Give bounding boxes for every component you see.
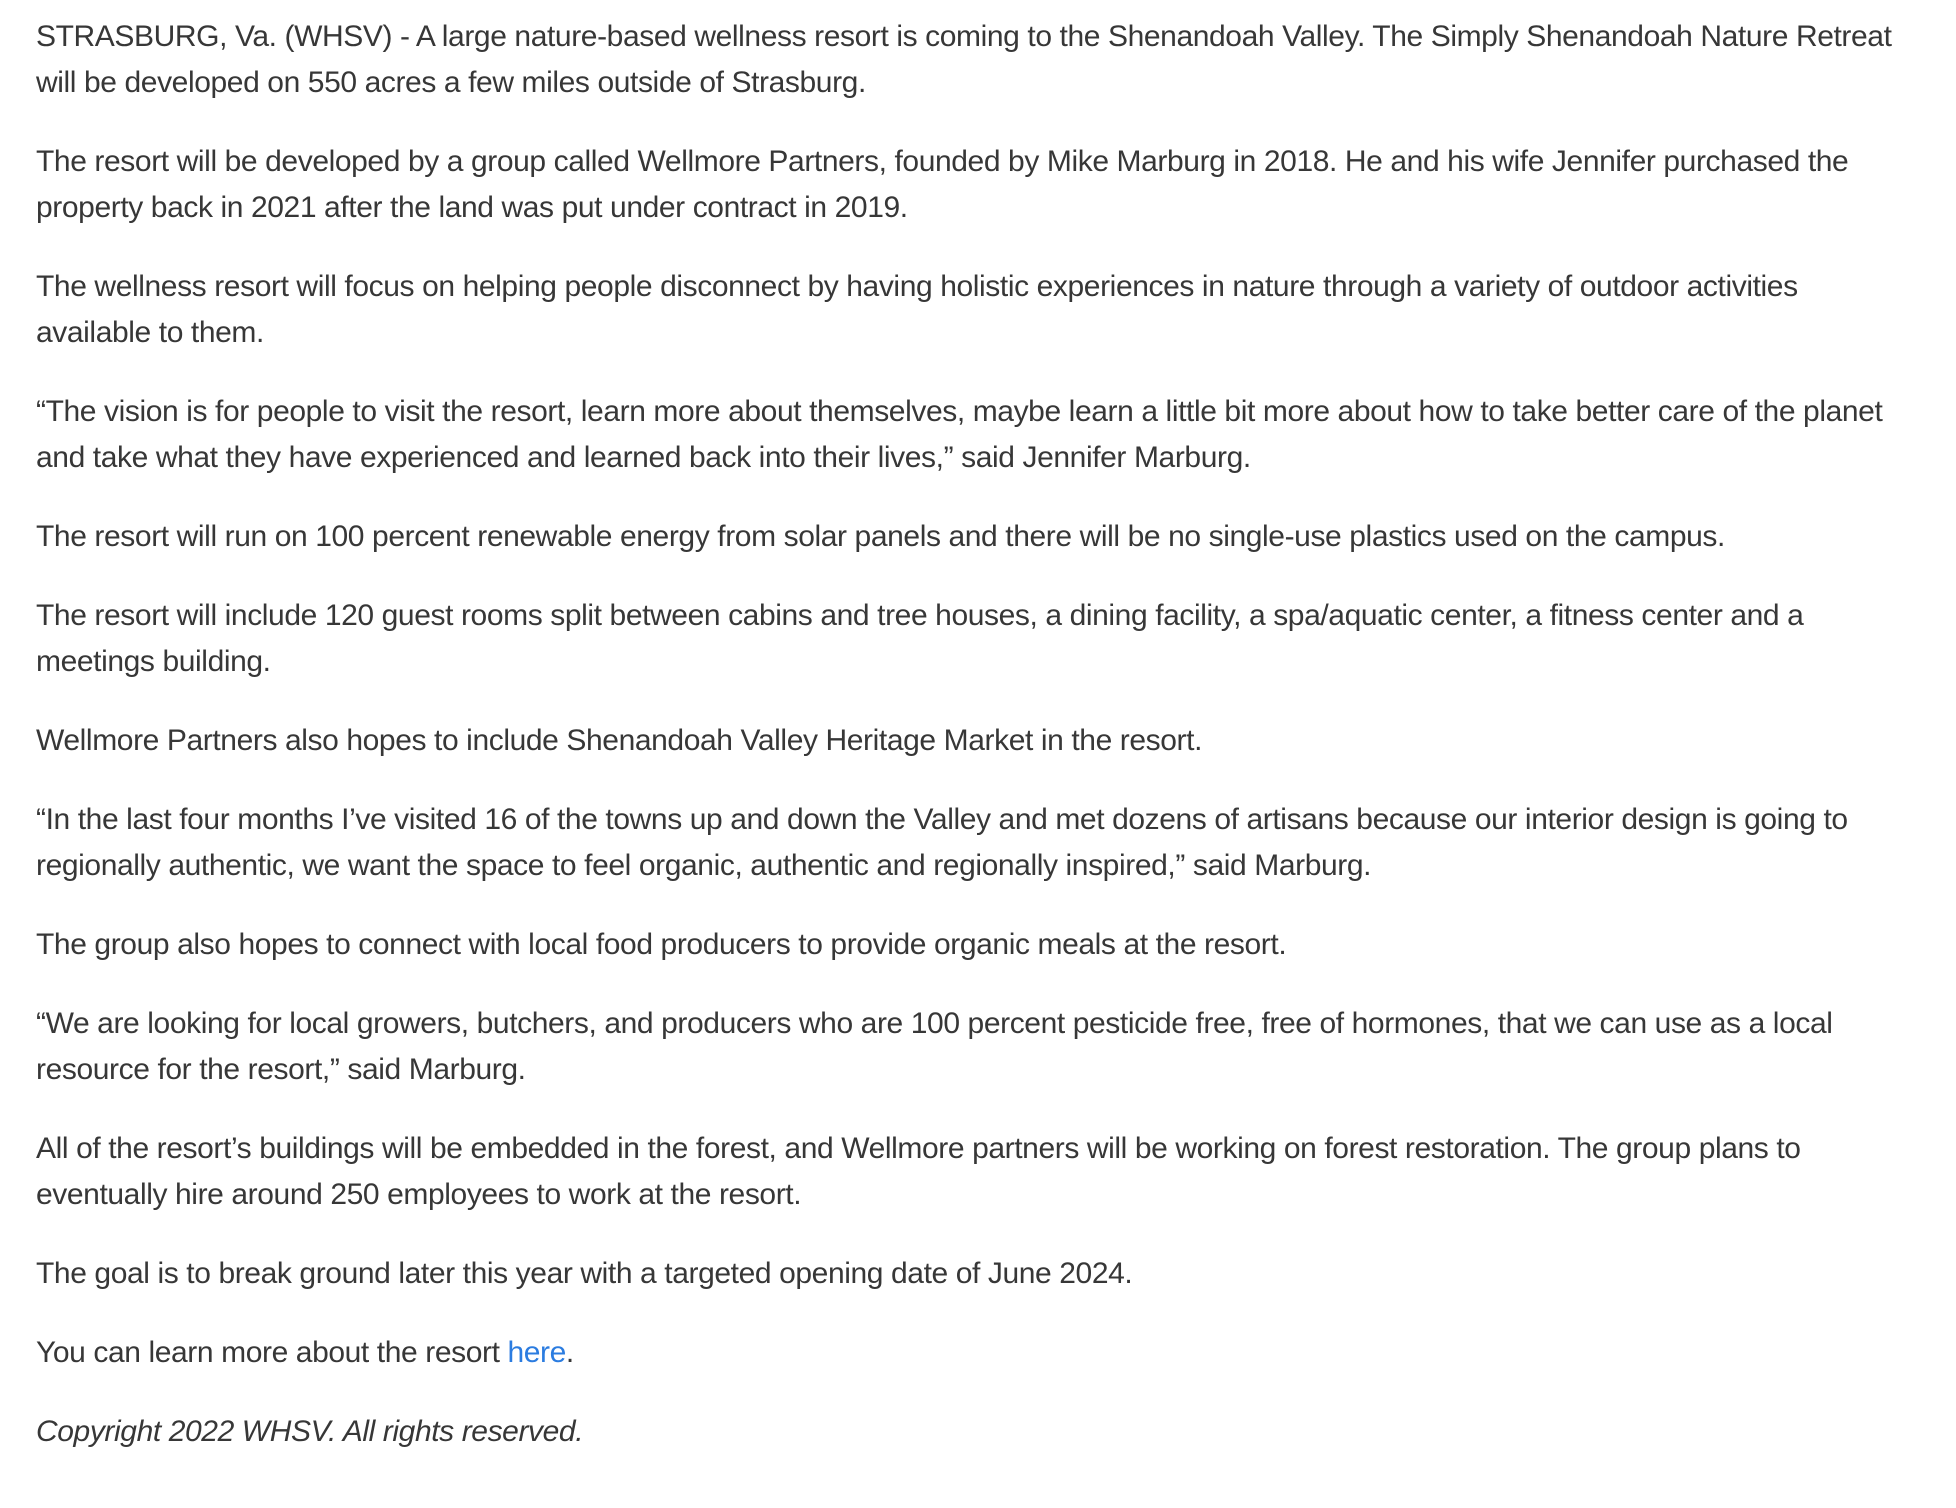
article-paragraph: The goal is to break ground later this year with a targeted opening date of June 2024. [36, 1257, 1133, 1290]
article-paragraph: The resort will include 120 guest rooms split between cabins and tree houses, a dining facility, a spa/aquatic center, a fitness center and a meetings building. [36, 599, 1804, 678]
article-paragraph: The resort will be developed by a group called Wellmore Partners, founded by Mike Marburg in 2018. He and his wife Jennifer purchased the property back in 2021 after the land was put under contract in 2019. [36, 145, 1849, 224]
link-paragraph-text: You can learn more about the resort [36, 1336, 508, 1369]
article-paragraph-with-link [36, 1330, 1920, 1376]
copyright-notice: Copyright 2022 WHSV. All rights reserved. [36, 1415, 584, 1448]
article-paragraph-quote: “The vision is for people to visit the resort, learn more about themselves, maybe learn a little bit more about how to take better care of the planet and take what they have experienced and learned back into their lives,” said Jennifer Marburg. [36, 395, 1883, 474]
here-link[interactable]: here [507, 1336, 566, 1369]
article-paragraph: STRASBURG, Va. (WHSV) - A large nature-based wellness resort is coming to the Shenandoah Valley. The Simply Shenandoah Nature Retreat will be developed on 550 acres a few miles outside of Strasburg. [36, 20, 1892, 99]
article-paragraph: All of the resort’s buildings will be embedded in the forest, and Wellmore partners will be working on forest restoration. The group plans to eventually hire around 250 employees to work at the resort. [36, 1132, 1801, 1211]
article-paragraph: Wellmore Partners also hopes to include Shenandoah Valley Heritage Market in the resort. [36, 724, 1203, 757]
article-paragraph: The resort will run on 100 percent renewable energy from solar panels and there will be no single-use plastics used on the campus. [36, 520, 1725, 553]
article-paragraph: The group also hopes to connect with local food producers to provide organic meals at the resort. [36, 928, 1287, 961]
article-paragraph: The wellness resort will focus on helping people disconnect by having holistic experiences in nature through a variety of outdoor activities available to them. [36, 270, 1798, 349]
link-paragraph-period: . [565, 1336, 574, 1369]
article-paragraph-quote: “In the last four months I’ve visited 16 of the towns up and down the Valley and met dozens of artisans because our interior design is going to regionally authentic, we want the space to feel organic, authentic and regionally inspired,” said Marburg. [36, 803, 1848, 882]
article-paragraph-quote: “We are looking for local growers, butchers, and producers who are 100 percent pesticide free, free of hormones, that we can use as a local resource for the resort,” said Marburg. [36, 1007, 1833, 1086]
